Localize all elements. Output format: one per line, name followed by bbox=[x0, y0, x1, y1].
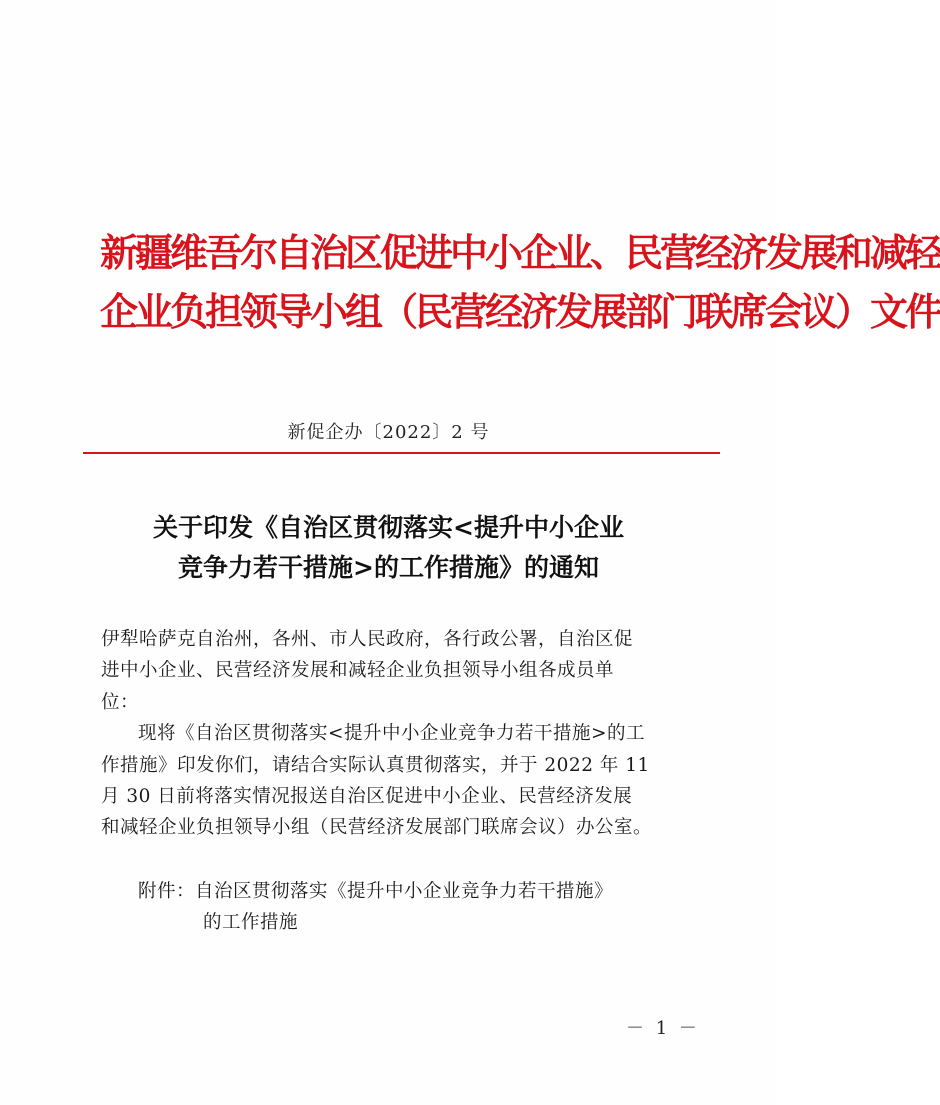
body-line-1: 现将《自治区贯彻落实<提升中小企业竞争力若干措施>的工 bbox=[138, 723, 646, 744]
body-line-3: 月 30 日前将落实情况报送自治区促进中小企业、民营经济发展 bbox=[101, 786, 633, 807]
attachment-line-1: 附件：自治区贯彻落实《提升中小企业竞争力若干措施》 bbox=[138, 881, 614, 902]
document-number: 新促企办〔2022〕2 号 bbox=[287, 422, 490, 443]
addressee-line-2: 进中小企业、民营经济发展和减轻企业负担领导小组各成员单 bbox=[101, 660, 615, 681]
notice-title-line-2: 竞争力若干措施>的工作措施》的通知 bbox=[178, 553, 599, 582]
notice-title-line-1: 关于印发《自治区贯彻落实<提升中小企业 bbox=[153, 513, 624, 542]
red-divider-line bbox=[83, 452, 720, 454]
addressee-line-1: 伊犁哈萨克自治州，各州、市人民政府，各行政公署，自治区促 bbox=[101, 629, 634, 650]
body-line-4: 和减轻企业负担领导小组（民营经济发展部门联席会议）办公室。 bbox=[101, 817, 653, 838]
issuer-title-line-1: 新疆维吾尔自治区促进中小企业、民营经济发展和减轻 bbox=[100, 231, 940, 275]
page-number: － 1 － bbox=[626, 1018, 700, 1039]
attachment-line-2: 的工作措施 bbox=[203, 912, 299, 933]
addressee-line-3: 位： bbox=[101, 692, 140, 713]
body-line-2: 作措施》印发你们，请结合实际认真贯彻落实，并于 2022 年 11 bbox=[101, 755, 650, 776]
issuer-title-line-2: 企业负担领导小组（民营经济发展部门联席会议）文件 bbox=[100, 290, 940, 334]
